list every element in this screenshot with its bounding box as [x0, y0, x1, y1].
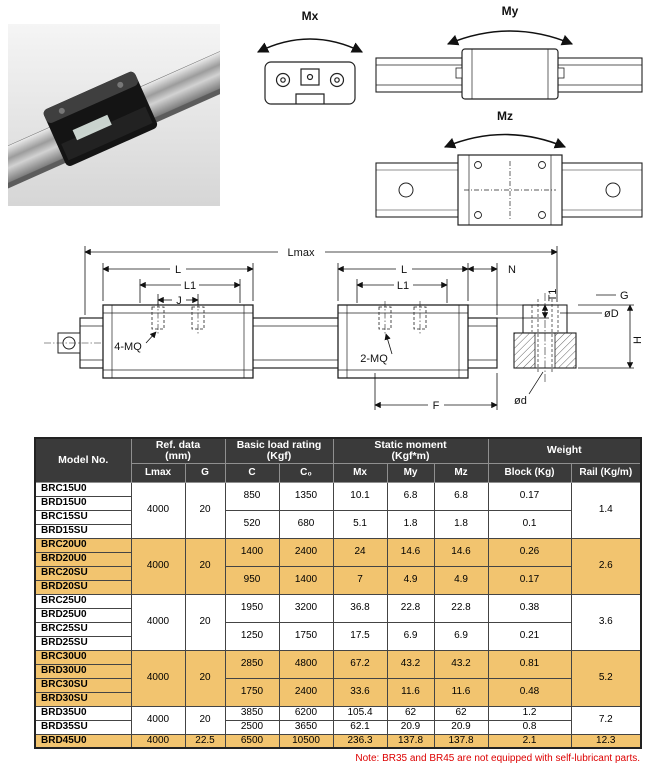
- value-cell: 2400: [279, 678, 333, 706]
- table-row: [35, 566, 641, 580]
- value-cell: 4000: [131, 706, 185, 734]
- label-2mq: 2-MQ: [360, 353, 388, 365]
- value-cell: 4000: [131, 650, 185, 706]
- header-col-mz: Mz: [434, 463, 488, 482]
- mx-moment-diagram: [240, 6, 380, 108]
- value-cell: 20: [185, 538, 225, 594]
- value-cell: 137.8: [387, 734, 434, 748]
- header-col-my: My: [387, 463, 434, 482]
- value-cell: 4000: [131, 594, 185, 650]
- value-cell: 4000: [131, 538, 185, 594]
- mx-label: Mx: [301, 9, 319, 23]
- model-cell: BRD25SU: [35, 636, 131, 650]
- model-cell: BRD45U0: [35, 734, 131, 748]
- header-col-block: Block (Kg): [488, 463, 571, 482]
- model-cell: BRC30U0: [35, 650, 131, 664]
- value-cell: 520: [225, 510, 279, 538]
- model-cell: BRC20SU: [35, 566, 131, 580]
- table-row: [35, 482, 641, 496]
- header-moment-line1: Static moment: [374, 438, 447, 451]
- value-cell: 14.6: [434, 538, 488, 566]
- header-moment-line2: (Kgf*m): [391, 449, 430, 462]
- value-cell: 7.2: [571, 706, 641, 734]
- model-cell: BRD30SU: [35, 692, 131, 706]
- header-ref-line2: (mm): [165, 449, 191, 462]
- value-cell: 4800: [279, 650, 333, 678]
- table-row: [35, 678, 641, 692]
- value-cell: 14.6: [387, 538, 434, 566]
- table-body: [35, 482, 641, 748]
- model-cell: BRC25SU: [35, 622, 131, 636]
- value-cell: 1950: [225, 594, 279, 622]
- value-cell: 2.6: [571, 538, 641, 594]
- header-load-line2: (Kgf): [266, 449, 292, 462]
- header-col-c: C: [225, 463, 279, 482]
- dim-f: F: [432, 400, 440, 412]
- dim-j: J: [176, 295, 182, 307]
- value-cell: 2400: [279, 538, 333, 566]
- value-cell: 2.1: [488, 734, 571, 748]
- value-cell: 950: [225, 566, 279, 594]
- value-cell: 1750: [279, 622, 333, 650]
- dim-lmax: Lmax: [287, 247, 315, 259]
- value-cell: 6500: [225, 734, 279, 748]
- value-cell: 137.8: [434, 734, 488, 748]
- value-cell: 11.6: [434, 678, 488, 706]
- table-row: [35, 538, 641, 552]
- value-cell: 850: [225, 482, 279, 510]
- value-cell: 0.26: [488, 538, 571, 566]
- table-row: [35, 650, 641, 664]
- mx-rotation-arrow: [258, 39, 362, 52]
- model-cell: BRD15SU: [35, 524, 131, 538]
- value-cell: 4000: [131, 482, 185, 538]
- value-cell: 10500: [279, 734, 333, 748]
- table-header: [35, 438, 641, 482]
- label-4mq: 4-MQ: [114, 341, 142, 353]
- model-cell: BRC15SU: [35, 510, 131, 524]
- value-cell: 1400: [279, 566, 333, 594]
- right-block: [338, 301, 468, 378]
- value-cell: 1.8: [387, 510, 434, 538]
- dimension-drawing: [0, 233, 648, 437]
- value-cell: 62: [387, 706, 434, 720]
- model-cell: BRC25U0: [35, 594, 131, 608]
- model-cell: BRD25U0: [35, 608, 131, 622]
- mz-label: Mz: [497, 109, 513, 123]
- value-cell: 0.21: [488, 622, 571, 650]
- header-weight: Weight: [488, 438, 641, 463]
- value-cell: 10.1: [333, 482, 387, 510]
- header-col-mx: Mx: [333, 463, 387, 482]
- value-cell: 20.9: [434, 720, 488, 734]
- dim-l-left: L: [174, 264, 182, 276]
- dim-n: N: [508, 264, 516, 276]
- value-cell: 6.8: [434, 482, 488, 510]
- value-cell: 12.3: [571, 734, 641, 748]
- value-cell: 1.4: [571, 482, 641, 538]
- table-row: [35, 720, 641, 734]
- value-cell: 1350: [279, 482, 333, 510]
- value-cell: 33.6: [333, 678, 387, 706]
- value-cell: 11.6: [387, 678, 434, 706]
- product-photo: [8, 24, 220, 206]
- table-row: [35, 622, 641, 636]
- table-row: [35, 706, 641, 720]
- dim-t1: T1: [547, 288, 559, 302]
- my-rotation-arrow: [448, 31, 572, 44]
- header-col-c0: C₀: [279, 463, 333, 482]
- model-cell: BRD35U0: [35, 706, 131, 720]
- dim-l1-left: L1: [183, 280, 197, 292]
- model-cell: BRD20SU: [35, 580, 131, 594]
- value-cell: 22.8: [387, 594, 434, 622]
- value-cell: 43.2: [434, 650, 488, 678]
- model-cell: BRC30SU: [35, 678, 131, 692]
- value-cell: 6.9: [434, 622, 488, 650]
- value-cell: 62: [434, 706, 488, 720]
- value-cell: 20: [185, 594, 225, 650]
- value-cell: 62.1: [333, 720, 387, 734]
- dim-phi-d-upper: øD: [604, 308, 619, 320]
- value-cell: 0.81: [488, 650, 571, 678]
- value-cell: 7: [333, 566, 387, 594]
- dim-h: H: [632, 336, 644, 344]
- value-cell: 1.8: [434, 510, 488, 538]
- value-cell: 4000: [131, 734, 185, 748]
- table-row: [35, 510, 641, 524]
- block-front-view: [265, 62, 355, 104]
- value-cell: 0.8: [488, 720, 571, 734]
- value-cell: 0.17: [488, 566, 571, 594]
- my-label: My: [501, 4, 519, 18]
- model-cell: BRD15U0: [35, 496, 131, 510]
- model-cell: BRD30U0: [35, 664, 131, 678]
- value-cell: 6.9: [387, 622, 434, 650]
- my-moment-diagram: [370, 2, 648, 103]
- header-col-lmax: Lmax: [131, 463, 185, 482]
- model-cell: BRD35SU: [35, 720, 131, 734]
- value-cell: 67.2: [333, 650, 387, 678]
- value-cell: 43.2: [387, 650, 434, 678]
- value-cell: 24: [333, 538, 387, 566]
- mz-rotation-arrow: [445, 135, 565, 148]
- value-cell: 3650: [279, 720, 333, 734]
- value-cell: 6.8: [387, 482, 434, 510]
- spec-table-wrap: [34, 437, 640, 749]
- value-cell: 6200: [279, 706, 333, 720]
- spec-table: [34, 437, 642, 749]
- rail-hole-right: [606, 183, 620, 197]
- model-cell: BRC15U0: [35, 482, 131, 496]
- table-row: [35, 594, 641, 608]
- rail-hole-left: [399, 183, 413, 197]
- value-cell: 2850: [225, 650, 279, 678]
- header-ref-line1: Ref. data: [155, 438, 201, 451]
- value-cell: 0.17: [488, 482, 571, 510]
- table-row: [35, 734, 641, 748]
- header-col-g: G: [185, 463, 225, 482]
- value-cell: 20: [185, 650, 225, 706]
- block-top-view: [458, 155, 562, 225]
- value-cell: 3200: [279, 594, 333, 622]
- header-model-no: Model No.: [35, 438, 131, 482]
- value-cell: 22.5: [185, 734, 225, 748]
- model-cell: BRD20U0: [35, 552, 131, 566]
- dim-phi-d-lower: ød: [514, 395, 527, 407]
- value-cell: 0.48: [488, 678, 571, 706]
- footnote: Note: BR35 and BR45 are not equipped with self-lubricant parts.: [355, 753, 640, 764]
- header-row-groups: [35, 438, 641, 463]
- header-static-moment: [333, 438, 488, 463]
- value-cell: 3850: [225, 706, 279, 720]
- left-block: [103, 301, 253, 378]
- header-ref-data: [131, 438, 225, 463]
- value-cell: 1250: [225, 622, 279, 650]
- value-cell: 105.4: [333, 706, 387, 720]
- header-basic-load: [225, 438, 333, 463]
- value-cell: 2500: [225, 720, 279, 734]
- value-cell: 5.1: [333, 510, 387, 538]
- model-cell: BRC20U0: [35, 538, 131, 552]
- value-cell: 3.6: [571, 594, 641, 650]
- value-cell: 20: [185, 482, 225, 538]
- value-cell: 236.3: [333, 734, 387, 748]
- value-cell: 4.9: [434, 566, 488, 594]
- value-cell: 1.2: [488, 706, 571, 720]
- value-cell: 0.1: [488, 510, 571, 538]
- dim-g: G: [620, 290, 629, 302]
- dim-l1-right: L1: [396, 280, 410, 292]
- value-cell: 1750: [225, 678, 279, 706]
- dim-l-right: L: [400, 264, 408, 276]
- value-cell: 17.5: [333, 622, 387, 650]
- block-side-view: [456, 49, 564, 99]
- value-cell: 0.38: [488, 594, 571, 622]
- value-cell: 22.8: [434, 594, 488, 622]
- value-cell: 5.2: [571, 650, 641, 706]
- value-cell: 20.9: [387, 720, 434, 734]
- value-cell: 680: [279, 510, 333, 538]
- header-load-line1: Basic load rating: [236, 438, 322, 451]
- value-cell: 4.9: [387, 566, 434, 594]
- value-cell: 20: [185, 706, 225, 734]
- header-col-rail: Rail (Kg/m): [571, 463, 641, 482]
- mz-moment-diagram: [370, 105, 648, 233]
- value-cell: 1400: [225, 538, 279, 566]
- value-cell: 36.8: [333, 594, 387, 622]
